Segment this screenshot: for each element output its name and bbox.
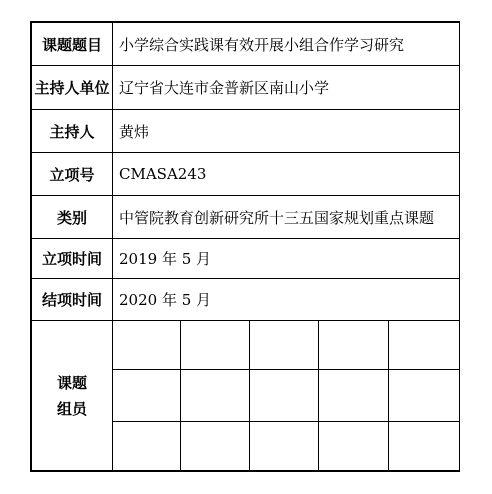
member-cell <box>113 370 180 421</box>
member-cell <box>181 422 249 469</box>
member-cell <box>181 370 249 421</box>
label-host-unit: 主持人单位 <box>34 79 110 97</box>
label-project-title: 课题题目 <box>41 35 102 54</box>
label-members-line2: 组员 <box>56 399 87 418</box>
value-project-title: 小学综合实践课有效开展小组合作学习研究 <box>119 35 405 54</box>
value-host: 黄炜 <box>119 122 150 141</box>
member-cell <box>250 422 318 469</box>
label-project-number: 立项号 <box>49 165 95 184</box>
member-cell <box>389 370 458 421</box>
value-start-date: 2019 年 5 月 <box>119 250 212 268</box>
label-members <box>32 321 112 470</box>
table-border <box>30 470 460 472</box>
value-project-number: CMASA243 <box>119 165 207 183</box>
label-end-date: 结项时间 <box>41 291 102 309</box>
value-category: 中管院教育创新研究所十三五国家规划重点课题 <box>119 208 435 227</box>
member-cell <box>319 370 388 421</box>
member-cell <box>113 422 180 469</box>
label-start-date: 立项时间 <box>41 250 102 268</box>
member-cell <box>250 321 318 369</box>
table-border <box>459 21 460 472</box>
member-cell <box>181 321 249 369</box>
member-cell <box>389 321 458 369</box>
value-end-date: 2020 年 5 月 <box>119 291 212 309</box>
member-cell <box>113 321 180 369</box>
value-host-unit: 辽宁省大连市金普新区南山小学 <box>119 79 330 97</box>
member-cell <box>319 321 388 369</box>
member-cell <box>389 422 458 469</box>
label-category: 类别 <box>56 208 87 227</box>
member-cell <box>250 370 318 421</box>
label-host: 主持人 <box>49 122 95 141</box>
member-cell <box>319 422 388 469</box>
label-members-line1: 课题 <box>56 373 87 392</box>
